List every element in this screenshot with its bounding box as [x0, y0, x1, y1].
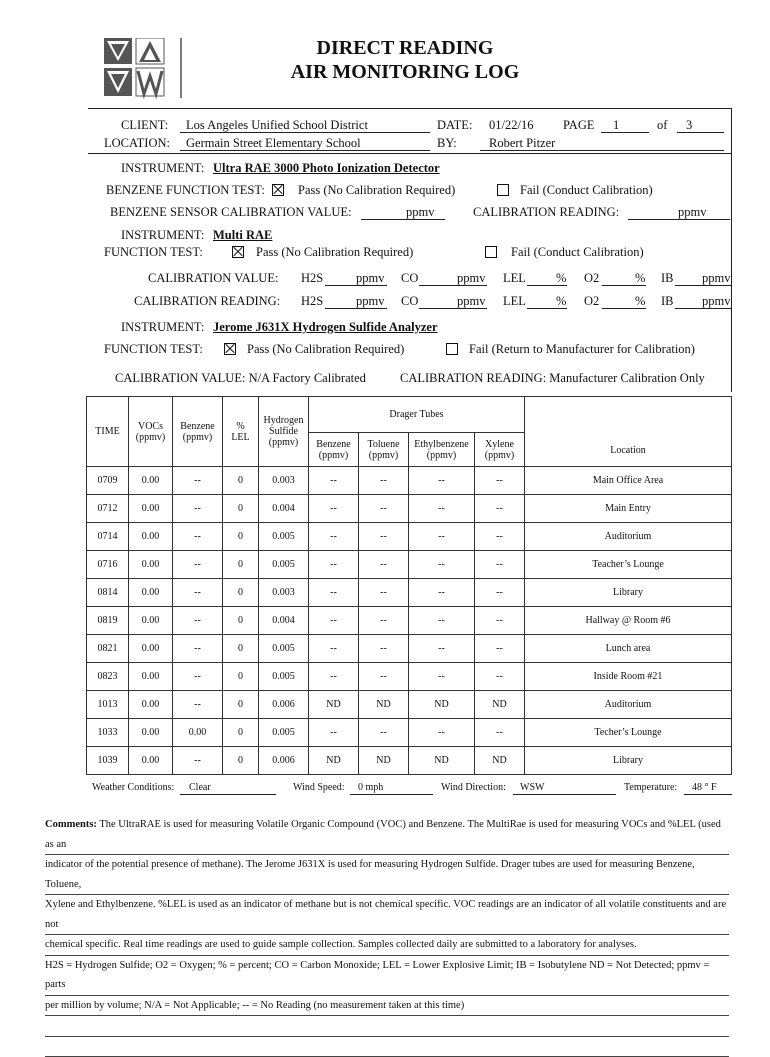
- table-cell: --: [309, 523, 359, 551]
- cv-h2s-label: H2S: [301, 271, 323, 286]
- table-cell: --: [173, 579, 223, 607]
- table-cell: --: [409, 663, 475, 691]
- header-lel: % LEL: [223, 397, 259, 467]
- table-cell: 0.00: [129, 663, 173, 691]
- table-row: [87, 551, 732, 579]
- table-cell: 0.00: [129, 551, 173, 579]
- temperature-value: 48 ° F: [692, 782, 717, 793]
- table-cell: 0823: [87, 663, 129, 691]
- table-cell: --: [309, 635, 359, 663]
- table-cell: --: [475, 635, 525, 663]
- header-d-benzene: Benzene (ppmv): [309, 433, 359, 467]
- cr-ib-label: IB: [661, 294, 674, 309]
- date-value: 01/22/16: [489, 118, 533, 133]
- table-cell: Lunch area: [525, 635, 732, 663]
- table-cell: 0.00: [129, 523, 173, 551]
- table-cell: --: [359, 551, 409, 579]
- header-h2s: Hydrogen Sulfide (ppmv): [259, 397, 309, 467]
- cr-co-unit: ppmv: [457, 294, 485, 309]
- calibration-reading2-label: CALIBRATION READING:: [134, 294, 280, 309]
- table-cell: --: [309, 579, 359, 607]
- monitoring-log-table: [86, 396, 732, 775]
- table-row: [87, 579, 732, 607]
- instrument1-label: INSTRUMENT:: [121, 161, 204, 176]
- table-cell: 1039: [87, 747, 129, 775]
- table-cell: --: [409, 579, 475, 607]
- table-cell: 0821: [87, 635, 129, 663]
- sensor-calibration-label: BENZENE SENSOR CALIBRATION VALUE:: [110, 205, 352, 220]
- calibration-reading-label: CALIBRATION READING:: [473, 205, 619, 220]
- table-row: [87, 607, 732, 635]
- instrument1-fail-label: Fail (Conduct Calibration): [520, 183, 653, 198]
- company-logo-icon: [104, 38, 184, 100]
- table-cell: 0.00: [129, 635, 173, 663]
- cv-co-unit: ppmv: [457, 271, 485, 286]
- table-cell: 0: [223, 691, 259, 719]
- blank-line-1: [45, 1016, 729, 1037]
- table-cell: --: [359, 495, 409, 523]
- table-row: [87, 635, 732, 663]
- table-cell: 0712: [87, 495, 129, 523]
- table-cell: 0: [223, 551, 259, 579]
- wind-direction-label: Wind Direction:: [441, 782, 506, 793]
- instrument2-pass-label: Pass (No Calibration Required): [256, 245, 413, 260]
- table-cell: 0716: [87, 551, 129, 579]
- wind-direction-value: WSW: [520, 782, 544, 793]
- instrument2-fail-checkbox[interactable]: [485, 246, 497, 258]
- table-cell: 1013: [87, 691, 129, 719]
- table-cell: 0.00: [129, 691, 173, 719]
- table-cell: --: [309, 467, 359, 495]
- calibration-reading-unit: ppmv: [678, 205, 706, 220]
- table-cell: 0819: [87, 607, 129, 635]
- instrument2-label: INSTRUMENT:: [121, 228, 204, 243]
- abbreviations-line-2: per million by volume; N/A = Not Applicable; -- = No Reading (no measurement taken at this time): [45, 996, 729, 1017]
- table-cell: 0.00: [129, 747, 173, 775]
- table-cell: 0: [223, 607, 259, 635]
- table-cell: 0: [223, 747, 259, 775]
- instrument2-name: Multi RAE: [213, 228, 272, 243]
- header-vocs: VOCs (ppmv): [129, 397, 173, 467]
- cr-h2s-unit: ppmv: [356, 294, 384, 309]
- table-cell: --: [309, 663, 359, 691]
- table-cell: Main Office Area: [525, 467, 732, 495]
- table-cell: --: [475, 719, 525, 747]
- cr-o2-unit: %: [635, 294, 645, 309]
- wind-speed-label: Wind Speed:: [293, 782, 345, 793]
- table-row: [87, 719, 732, 747]
- instrument3-label: INSTRUMENT:: [121, 320, 204, 335]
- table-cell: 0.005: [259, 663, 309, 691]
- header-box-right: [731, 108, 732, 392]
- table-cell: 0.00: [129, 719, 173, 747]
- of-label: of: [657, 118, 667, 133]
- table-cell: --: [409, 635, 475, 663]
- table-row: [87, 663, 732, 691]
- cv-ib-label: IB: [661, 271, 674, 286]
- by-label: BY:: [437, 136, 457, 151]
- header-location: Location: [525, 397, 732, 467]
- instrument2-function-label: FUNCTION TEST:: [104, 245, 203, 260]
- instrument1-fail-checkbox[interactable]: [497, 184, 509, 196]
- table-cell: 0.006: [259, 691, 309, 719]
- table-cell: ND: [359, 691, 409, 719]
- table-cell: --: [409, 467, 475, 495]
- table-cell: --: [475, 523, 525, 551]
- table-cell: 0.003: [259, 579, 309, 607]
- table-cell: --: [309, 495, 359, 523]
- table-cell: 0709: [87, 467, 129, 495]
- instrument3-fail-label: Fail (Return to Manufacturer for Calibration): [469, 342, 695, 357]
- header-box-top: [88, 108, 732, 109]
- header-drager-tubes: Drager Tubes: [309, 397, 525, 433]
- cr-h2s-label: H2S: [301, 294, 323, 309]
- date-label: DATE:: [437, 118, 472, 133]
- table-cell: Library: [525, 579, 732, 607]
- table-cell: --: [173, 523, 223, 551]
- table-cell: --: [309, 719, 359, 747]
- location-label: LOCATION:: [104, 136, 170, 151]
- table-row: [87, 467, 732, 495]
- table-cell: 0: [223, 495, 259, 523]
- client-label: CLIENT:: [121, 118, 168, 133]
- table-cell: --: [409, 551, 475, 579]
- cv-o2-label: O2: [584, 271, 599, 286]
- instrument3-name: Jerome J631X Hydrogen Sulfide Analyzer: [213, 320, 438, 335]
- table-cell: --: [309, 607, 359, 635]
- sensor-calibration-unit: ppmv: [406, 205, 434, 220]
- cv-lel-unit: %: [556, 271, 566, 286]
- table-cell: --: [173, 635, 223, 663]
- blank-line-2: [45, 1037, 729, 1057]
- table-row: [87, 495, 732, 523]
- table-cell: 0.005: [259, 719, 309, 747]
- instrument2-pass-checkbox[interactable]: [232, 246, 244, 258]
- cr-ib-unit: ppmv: [702, 294, 730, 309]
- weather-conditions-value: Clear: [189, 782, 211, 793]
- header-d-ethylbenzene: Ethylbenzene (ppmv): [409, 433, 475, 467]
- of-value: 3: [686, 118, 692, 133]
- table-cell: --: [173, 747, 223, 775]
- comments-line-4: chemical specific. Real time readings are used to guide sample collection. Samples collected daily are submitted to a laboratory for analyses.: [45, 935, 729, 956]
- weather-conditions-label: Weather Conditions:: [92, 782, 174, 793]
- header-d-xylene: Xylene (ppmv): [475, 433, 525, 467]
- table-cell: ND: [475, 747, 525, 775]
- table-cell: 0.005: [259, 551, 309, 579]
- instrument3-calibration-value: CALIBRATION VALUE: N/A Factory Calibrated: [115, 371, 366, 386]
- comments-block: [45, 815, 729, 1057]
- table-cell: 0: [223, 523, 259, 551]
- temperature-label: Temperature:: [624, 782, 677, 793]
- table-cell: 0: [223, 635, 259, 663]
- table-cell: ND: [475, 691, 525, 719]
- instrument3-fail-checkbox[interactable]: [446, 343, 458, 355]
- cr-lel-label: LEL: [503, 294, 526, 309]
- table-cell: --: [173, 663, 223, 691]
- cr-o2-label: O2: [584, 294, 599, 309]
- table-cell: --: [173, 551, 223, 579]
- abbreviations-line-1: H2S = Hydrogen Sulfide; O2 = Oxygen; % = percent; CO = Carbon Monoxide; LEL = Lower Explosive Limit; IB = Isobutylene ND = Not Detected; ppmv = parts: [45, 956, 729, 996]
- cr-lel-unit: %: [556, 294, 566, 309]
- table-cell: 0.00: [129, 607, 173, 635]
- table-cell: --: [475, 579, 525, 607]
- table-cell: 0.003: [259, 467, 309, 495]
- table-cell: 0.00: [129, 579, 173, 607]
- table-cell: ND: [309, 747, 359, 775]
- table-cell: --: [173, 691, 223, 719]
- table-cell: 0.004: [259, 607, 309, 635]
- table-cell: --: [475, 607, 525, 635]
- table-cell: --: [409, 607, 475, 635]
- table-cell: --: [359, 663, 409, 691]
- table-cell: --: [409, 523, 475, 551]
- by-value: Robert Pitzer: [489, 136, 555, 151]
- table-cell: Main Entry: [525, 495, 732, 523]
- cr-co-label: CO: [401, 294, 418, 309]
- table-cell: 0.00: [129, 495, 173, 523]
- wind-speed-value: 0 mph: [358, 782, 383, 793]
- table-cell: Auditorium: [525, 523, 732, 551]
- table-cell: 0: [223, 467, 259, 495]
- instrument1-name: Ultra RAE 3000 Photo Ionization Detector: [213, 161, 440, 176]
- table-row: [87, 691, 732, 719]
- cv-lel-label: LEL: [503, 271, 526, 286]
- table-cell: --: [409, 719, 475, 747]
- table-cell: 0.00: [129, 467, 173, 495]
- table-cell: Teacher’s Lounge: [525, 551, 732, 579]
- table-cell: ND: [359, 747, 409, 775]
- table-cell: --: [475, 663, 525, 691]
- instrument3-pass-checkbox[interactable]: [224, 343, 236, 355]
- table-row: [87, 747, 732, 775]
- cv-co-label: CO: [401, 271, 418, 286]
- table-cell: --: [475, 551, 525, 579]
- calibration-value-label: CALIBRATION VALUE:: [148, 271, 278, 286]
- table-cell: --: [359, 467, 409, 495]
- table-cell: --: [359, 719, 409, 747]
- instrument3-function-label: FUNCTION TEST:: [104, 342, 203, 357]
- table-cell: 0.006: [259, 747, 309, 775]
- instrument1-pass-checkbox[interactable]: [272, 184, 284, 196]
- instrument3-pass-label: Pass (No Calibration Required): [247, 342, 404, 357]
- table-cell: --: [409, 495, 475, 523]
- table-cell: ND: [309, 691, 359, 719]
- table-cell: 0714: [87, 523, 129, 551]
- table-cell: 0.005: [259, 635, 309, 663]
- page-label: PAGE: [563, 118, 595, 133]
- header-time: TIME: [87, 397, 129, 467]
- table-cell: 0.00: [173, 719, 223, 747]
- table-cell: 0: [223, 663, 259, 691]
- title-line-2: AIR MONITORING LOG: [255, 61, 555, 84]
- location-value: Germain Street Elementary School: [186, 136, 361, 151]
- table-cell: 0.004: [259, 495, 309, 523]
- instrument2-fail-label: Fail (Conduct Calibration): [511, 245, 644, 260]
- table-cell: 1033: [87, 719, 129, 747]
- table-cell: --: [309, 551, 359, 579]
- instrument3-calibration-reading: CALIBRATION READING: Manufacturer Calibration Only: [400, 371, 705, 386]
- table-row: [87, 523, 732, 551]
- table-cell: Auditorium: [525, 691, 732, 719]
- table-cell: 0: [223, 579, 259, 607]
- header-d-toluene: Toluene (ppmv): [359, 433, 409, 467]
- table-cell: Library: [525, 747, 732, 775]
- table-cell: --: [359, 635, 409, 663]
- cv-o2-unit: %: [635, 271, 645, 286]
- client-value: Los Angeles Unified School District: [186, 118, 368, 133]
- table-cell: Hallway @ Room #6: [525, 607, 732, 635]
- page-value: 1: [613, 118, 619, 133]
- table-cell: --: [173, 495, 223, 523]
- table-cell: --: [359, 579, 409, 607]
- table-cell: --: [475, 495, 525, 523]
- cv-h2s-unit: ppmv: [356, 271, 384, 286]
- table-cell: ND: [409, 691, 475, 719]
- table-cell: --: [173, 467, 223, 495]
- table-cell: 0: [223, 719, 259, 747]
- comments-line-1: Comments: The UltraRAE is used for measuring Volatile Organic Compound (VOC) and Benzene. The MultiRae is used for measuring VOCs and %LEL (used as an: [45, 815, 729, 855]
- instrument1-pass-label: Pass (No Calibration Required): [298, 183, 455, 198]
- table-cell: 0814: [87, 579, 129, 607]
- table-cell: --: [475, 467, 525, 495]
- table-cell: --: [359, 607, 409, 635]
- title-line-1: DIRECT READING: [255, 37, 555, 60]
- table-cell: ND: [409, 747, 475, 775]
- header-benzene: Benzene (ppmv): [173, 397, 223, 467]
- cv-ib-unit: ppmv: [702, 271, 730, 286]
- table-cell: Inside Room #21: [525, 663, 732, 691]
- table-cell: Techer’s Lounge: [525, 719, 732, 747]
- comments-line-2: indicator of the potential presence of methane). The Jerome J631X is used for measuring Hydrogen Sulfide. Drager tubes are used for measuring Benzene, Toluene,: [45, 855, 729, 895]
- comments-line-3: Xylene and Ethylbenzene. %LEL is used as an indicator of methane but is not chemical specific. VOC readings are an indicator of all volatile constituents and are not: [45, 895, 729, 935]
- table-cell: --: [173, 607, 223, 635]
- table-cell: 0.005: [259, 523, 309, 551]
- benzene-function-test-label: BENZENE FUNCTION TEST:: [106, 183, 265, 198]
- table-cell: --: [359, 523, 409, 551]
